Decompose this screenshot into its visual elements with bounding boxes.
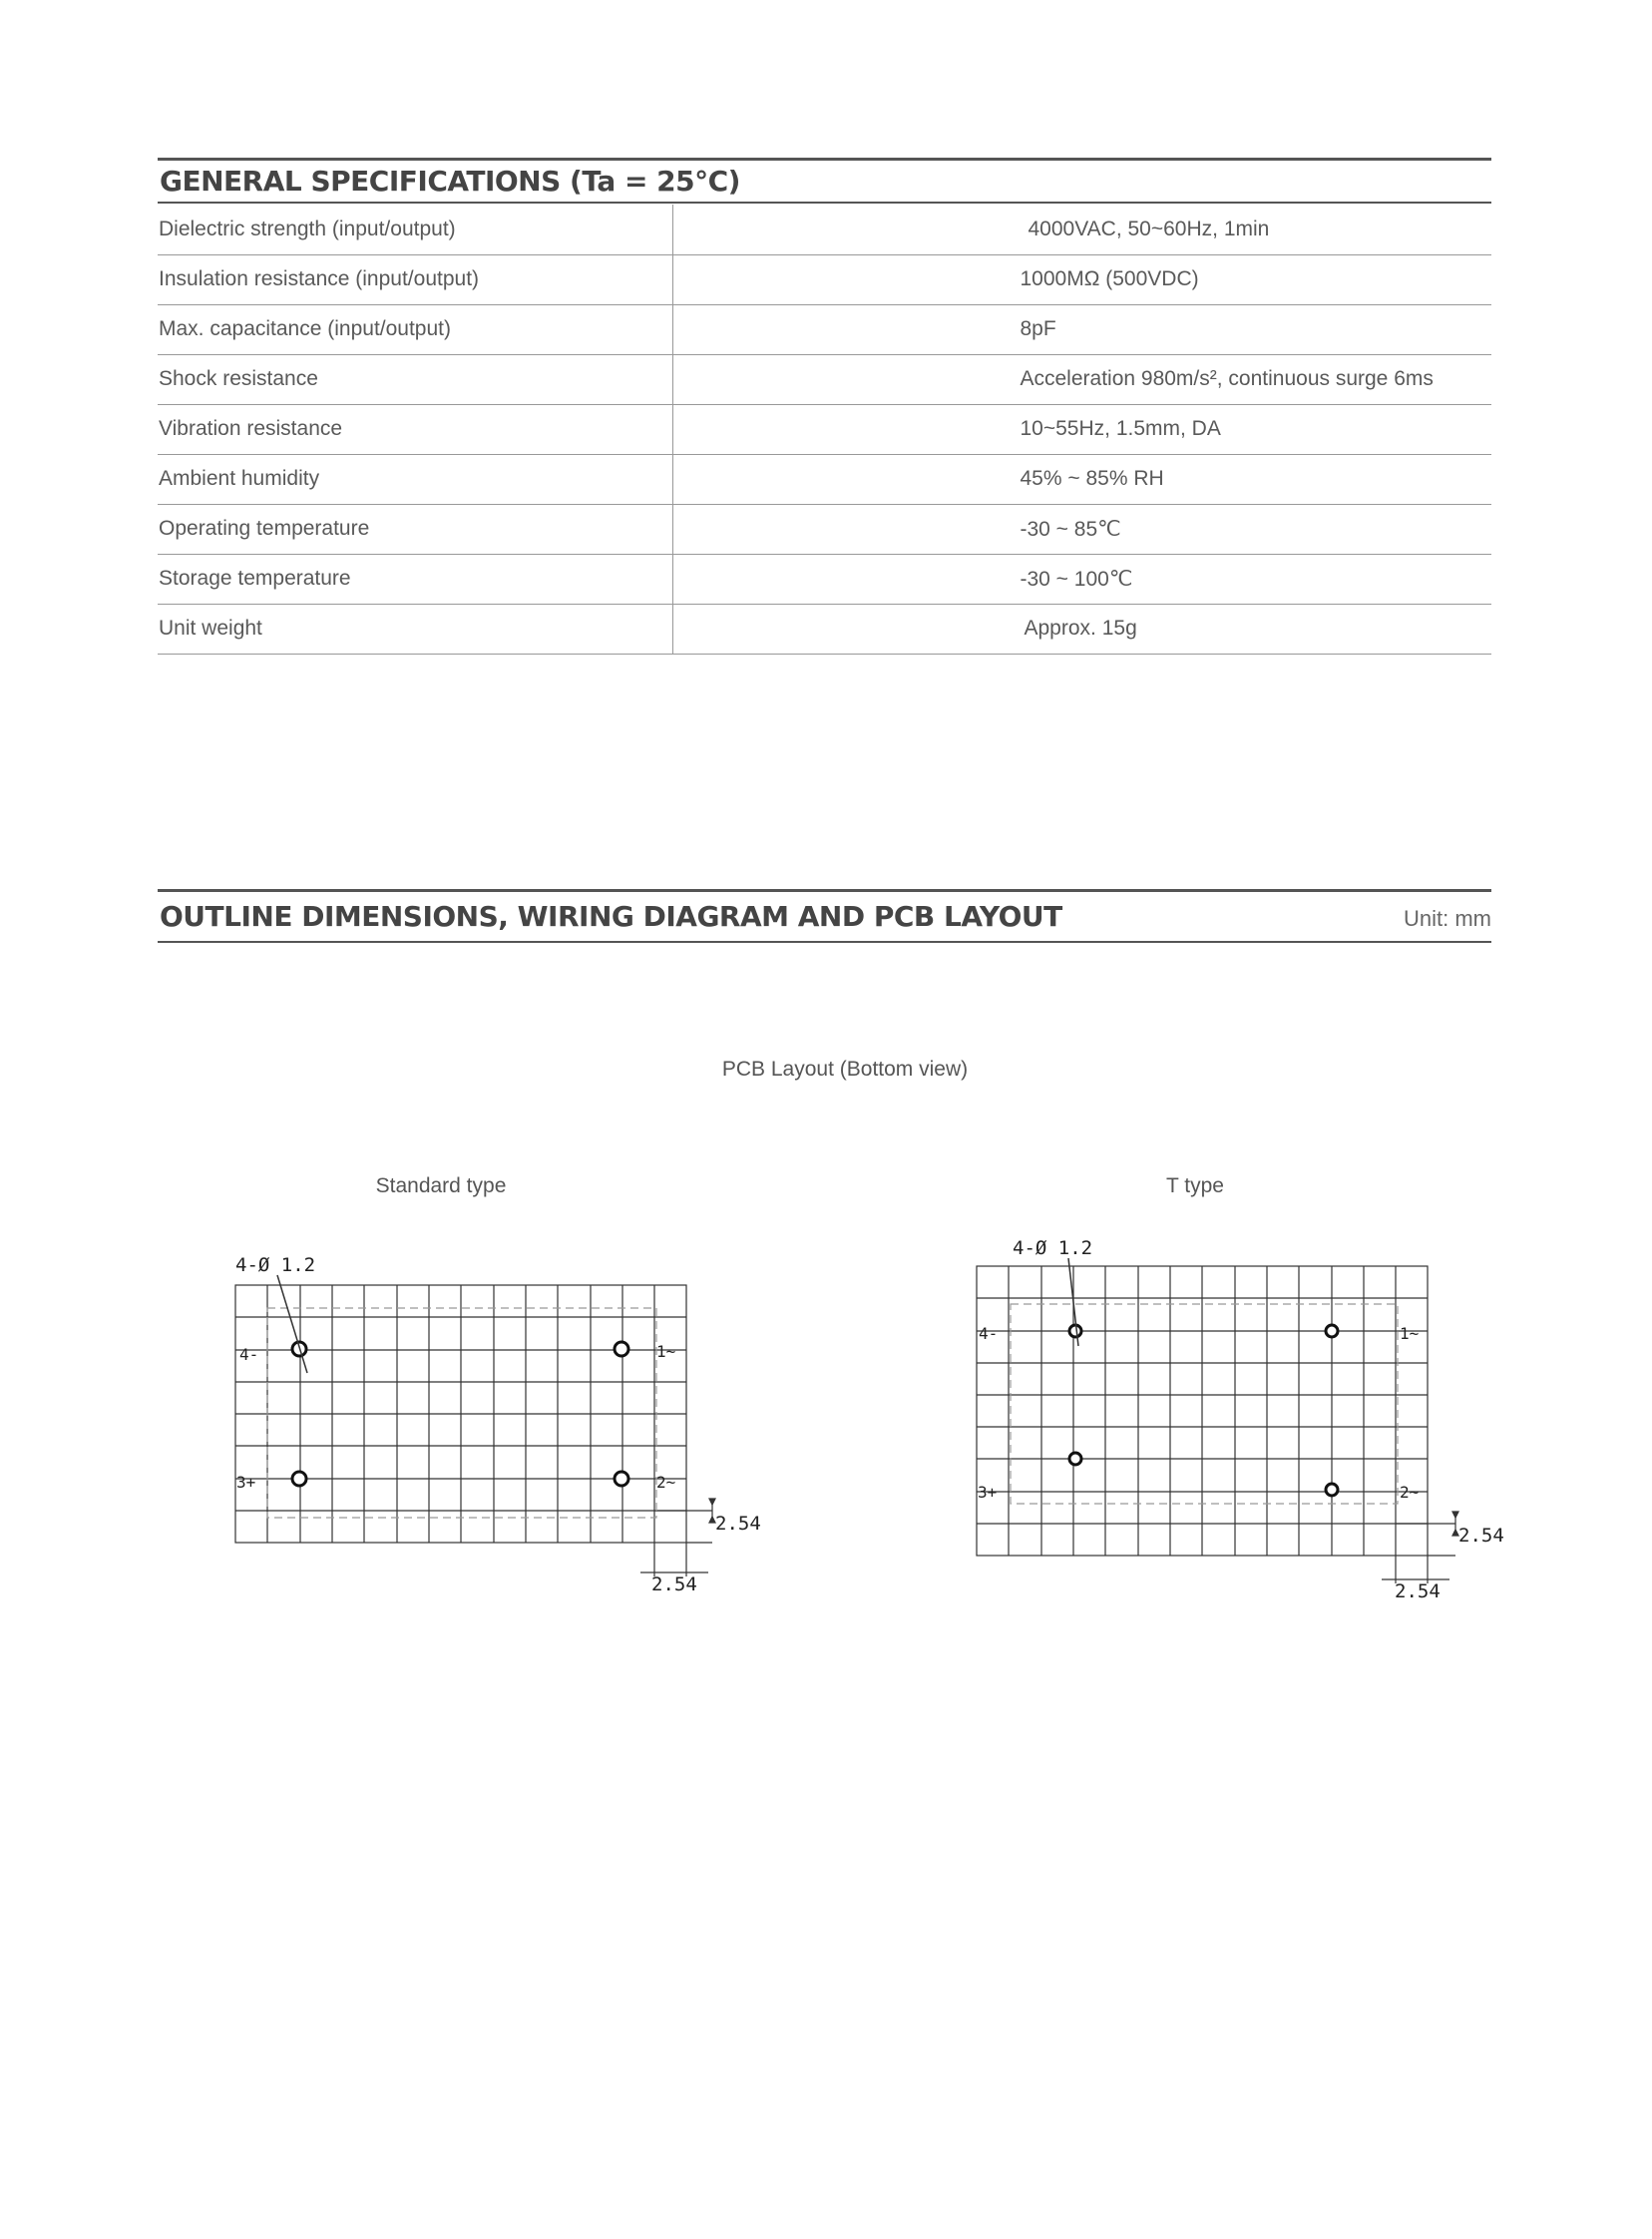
value-cell: 1000MΩ (500VDC) bbox=[672, 254, 1491, 304]
dim-h-label: 2.54 bbox=[651, 1573, 697, 1595]
standard-pcb-diagram bbox=[219, 1237, 778, 1606]
value-cell: Approx. 15g bbox=[672, 604, 1491, 654]
pin-3-label: 3+ bbox=[978, 1483, 998, 1502]
param-cell: Shock resistance bbox=[158, 354, 672, 404]
general-specs-header bbox=[158, 158, 1491, 204]
pin-1-label: 1~ bbox=[1400, 1324, 1420, 1343]
table-row bbox=[158, 554, 1491, 604]
standard-type-caption: Standard type bbox=[375, 1174, 507, 1197]
table-row bbox=[158, 504, 1491, 554]
pcb-layout-title: PCB Layout (Bottom view) bbox=[721, 1058, 969, 1081]
hole-size-label: 4-Ø 1.2 bbox=[235, 1254, 316, 1276]
dim-v-label: 2.54 bbox=[715, 1513, 761, 1535]
table-row bbox=[158, 454, 1491, 504]
param-cell: Dielectric strength (input/output) bbox=[158, 205, 672, 254]
dim-v-label: 2.54 bbox=[1458, 1525, 1504, 1547]
general-specs-table bbox=[158, 205, 1491, 655]
value-cell: 10~55Hz, 1.5mm, DA bbox=[672, 404, 1491, 454]
pin-2-label: 2~ bbox=[1400, 1483, 1420, 1502]
hole-leader bbox=[277, 1275, 307, 1373]
hole-2 bbox=[1326, 1484, 1338, 1496]
value-cell: 45% ~ 85% RH bbox=[672, 454, 1491, 504]
pin-1-label: 1~ bbox=[656, 1342, 676, 1361]
value-cell: -30 ~ 85℃ bbox=[672, 504, 1491, 554]
table-row bbox=[158, 354, 1491, 404]
table-row bbox=[158, 604, 1491, 654]
table-row bbox=[158, 304, 1491, 354]
standard-grid bbox=[235, 1285, 712, 1543]
outline-title: OUTLINE DIMENSIONS, WIRING DIAGRAM AND PCB LAYOUT bbox=[160, 900, 1062, 933]
param-cell: Unit weight bbox=[158, 604, 672, 654]
hole-size-label: 4-Ø 1.2 bbox=[1013, 1237, 1093, 1259]
t-type-dimension-lines bbox=[1382, 1512, 1458, 1583]
hole-4 bbox=[1069, 1325, 1081, 1337]
param-cell: Ambient humidity bbox=[158, 454, 672, 504]
value-cell: 8pF bbox=[672, 304, 1491, 354]
hole-3 bbox=[292, 1472, 306, 1486]
pin-2-label: 2~ bbox=[656, 1473, 676, 1492]
t-type-holes bbox=[1069, 1325, 1338, 1496]
dim-h-label: 2.54 bbox=[1395, 1580, 1441, 1601]
hole-2 bbox=[615, 1472, 628, 1486]
unit-label: Unit: mm bbox=[1404, 906, 1491, 931]
hole-1 bbox=[615, 1342, 628, 1356]
hole-3 bbox=[1069, 1453, 1081, 1465]
outline-header bbox=[158, 889, 1491, 943]
pin-4-label: 4- bbox=[239, 1345, 259, 1364]
table-row bbox=[158, 205, 1491, 254]
pin-3-label: 3+ bbox=[236, 1473, 256, 1492]
value-cell: Acceleration 980m/s², continuous surge 6ms bbox=[672, 354, 1491, 404]
param-cell: Insulation resistance (input/output) bbox=[158, 254, 672, 304]
hole-1 bbox=[1326, 1325, 1338, 1337]
general-specs-title: GENERAL SPECIFICATIONS (Ta = 25°C) bbox=[160, 165, 740, 198]
t-type-pcb-diagram bbox=[963, 1222, 1521, 1601]
t-type-grid bbox=[977, 1266, 1455, 1556]
value-cell: 4000VAC, 50~60Hz, 1min bbox=[672, 205, 1491, 254]
value-cell: -30 ~ 100℃ bbox=[672, 554, 1491, 604]
param-cell: Max. capacitance (input/output) bbox=[158, 304, 672, 354]
pin-4-label: 4- bbox=[979, 1324, 999, 1343]
param-cell: Vibration resistance bbox=[158, 404, 672, 454]
standard-outline-dashed bbox=[267, 1308, 656, 1518]
param-cell: Storage temperature bbox=[158, 554, 672, 604]
table-row bbox=[158, 254, 1491, 304]
table-row bbox=[158, 404, 1491, 454]
t-type-caption: T type bbox=[1166, 1174, 1224, 1197]
param-cell: Operating temperature bbox=[158, 504, 672, 554]
